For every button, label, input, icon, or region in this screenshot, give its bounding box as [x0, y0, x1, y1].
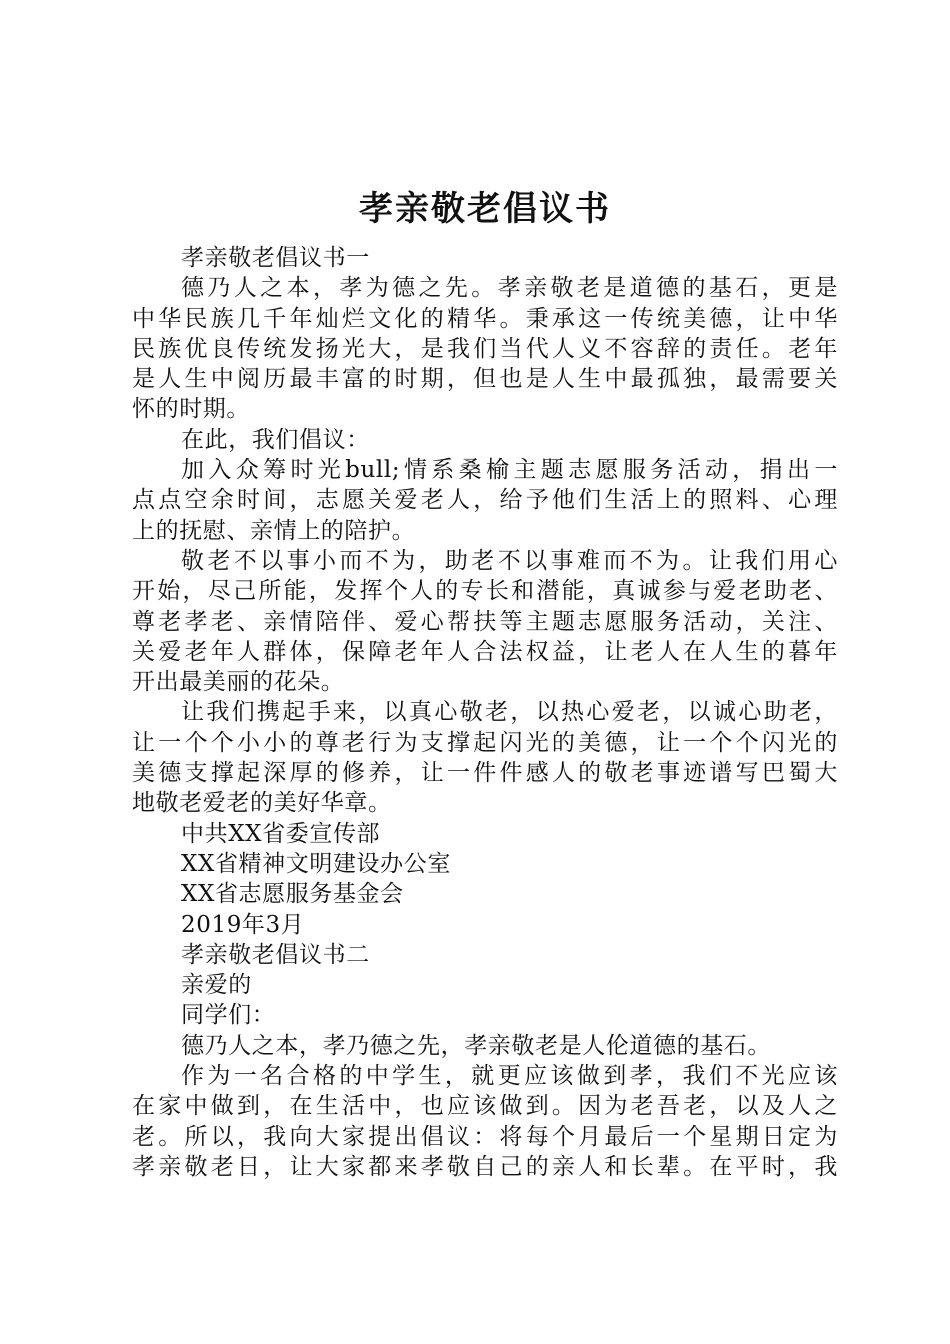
text-line: 孝亲敬老倡议书一 — [181, 245, 370, 271]
text-line: 中华民族几千年灿烂文化的精华。秉承这一传统美德，让中华 — [132, 305, 838, 332]
text-line: 在家中做到，在生活中，也应该做到。因为老吾老，以及人之 — [132, 1093, 838, 1120]
text-line: 上的抚慰、亲情上的陪护。 — [132, 517, 416, 544]
text-line: 加入众筹时光bull;情系桑榆主题志愿服务活动，捐出一 — [181, 457, 838, 484]
text-line: 作为一名合格的中学生，就更应该做到孝，我们不光应该 — [181, 1063, 838, 1090]
text-line: 亲爱的 — [181, 972, 252, 999]
text-line: 敬老不以事小而不为，助老不以事难而不为。让我们用心 — [181, 547, 838, 574]
text-line: 同学们： — [181, 1002, 276, 1029]
text-line: 点点空余时间，志愿关爱老人，给予他们生活上的照料、心理 — [132, 487, 838, 514]
text-line: 中共XX省委宣传部 — [181, 820, 381, 847]
text-line: 开出最美丽的花朵。 — [132, 669, 345, 696]
text-line: 德乃人之本，孝乃德之先，孝亲敬老是人伦道德的基石。 — [181, 1032, 771, 1059]
text-line: 关爱老年人群体，保障老年人合法权益，让老人在人生的暮年 — [132, 638, 838, 665]
text-line: 美德支撑起深厚的修养，让一件件感人的敬老事迹谱写巴蜀大 — [132, 760, 838, 787]
text-line: XX省志愿服务基金会 — [181, 881, 404, 908]
text-line: 尊老孝老、亲情陪伴、爱心帮扶等主题志愿服务活动，关注、 — [132, 608, 838, 635]
text-line: 老。所以，我向大家提出倡议：将每个月最后一个星期日定为 — [132, 1123, 838, 1150]
document-body — [132, 243, 838, 1182]
text-line: 让一个个小小的尊老行为支撑起闪光的美德，让一个个闪光的 — [132, 729, 838, 756]
text-line: 在此，我们倡议： — [181, 426, 370, 453]
text-line: 怀的时期。 — [132, 396, 250, 423]
document-title: 孝亲敬老倡议书 — [359, 189, 611, 229]
text-line: 开始，尽己所能，发挥个人的专长和潜能，真诚参与爱老助老、 — [132, 578, 838, 605]
text-line: 孝亲敬老倡议书二 — [181, 941, 370, 968]
text-line: 民族优良传统发扬光大，是我们当代人义不容辞的责任。老年 — [132, 335, 838, 362]
text-line: 孝亲敬老日，让大家都来孝敬自己的亲人和长辈。在平时，我 — [132, 1153, 838, 1180]
text-line: 2019年3月 — [181, 911, 305, 938]
text-line: 德乃人之本，孝为德之先。孝亲敬老是道德的基石，更是 — [181, 275, 838, 302]
text-line: 地敬老爱老的美好华章。 — [132, 790, 392, 817]
document-page — [132, 185, 838, 1182]
text-line: 是人生中阅历最丰富的时期，但也是人生中最孤独，最需要关 — [132, 366, 838, 393]
text-line: 让我们携起手来，以真心敬老，以热心爱老，以诚心助老， — [181, 699, 838, 726]
text-line: XX省精神文明建设办公室 — [181, 850, 451, 877]
